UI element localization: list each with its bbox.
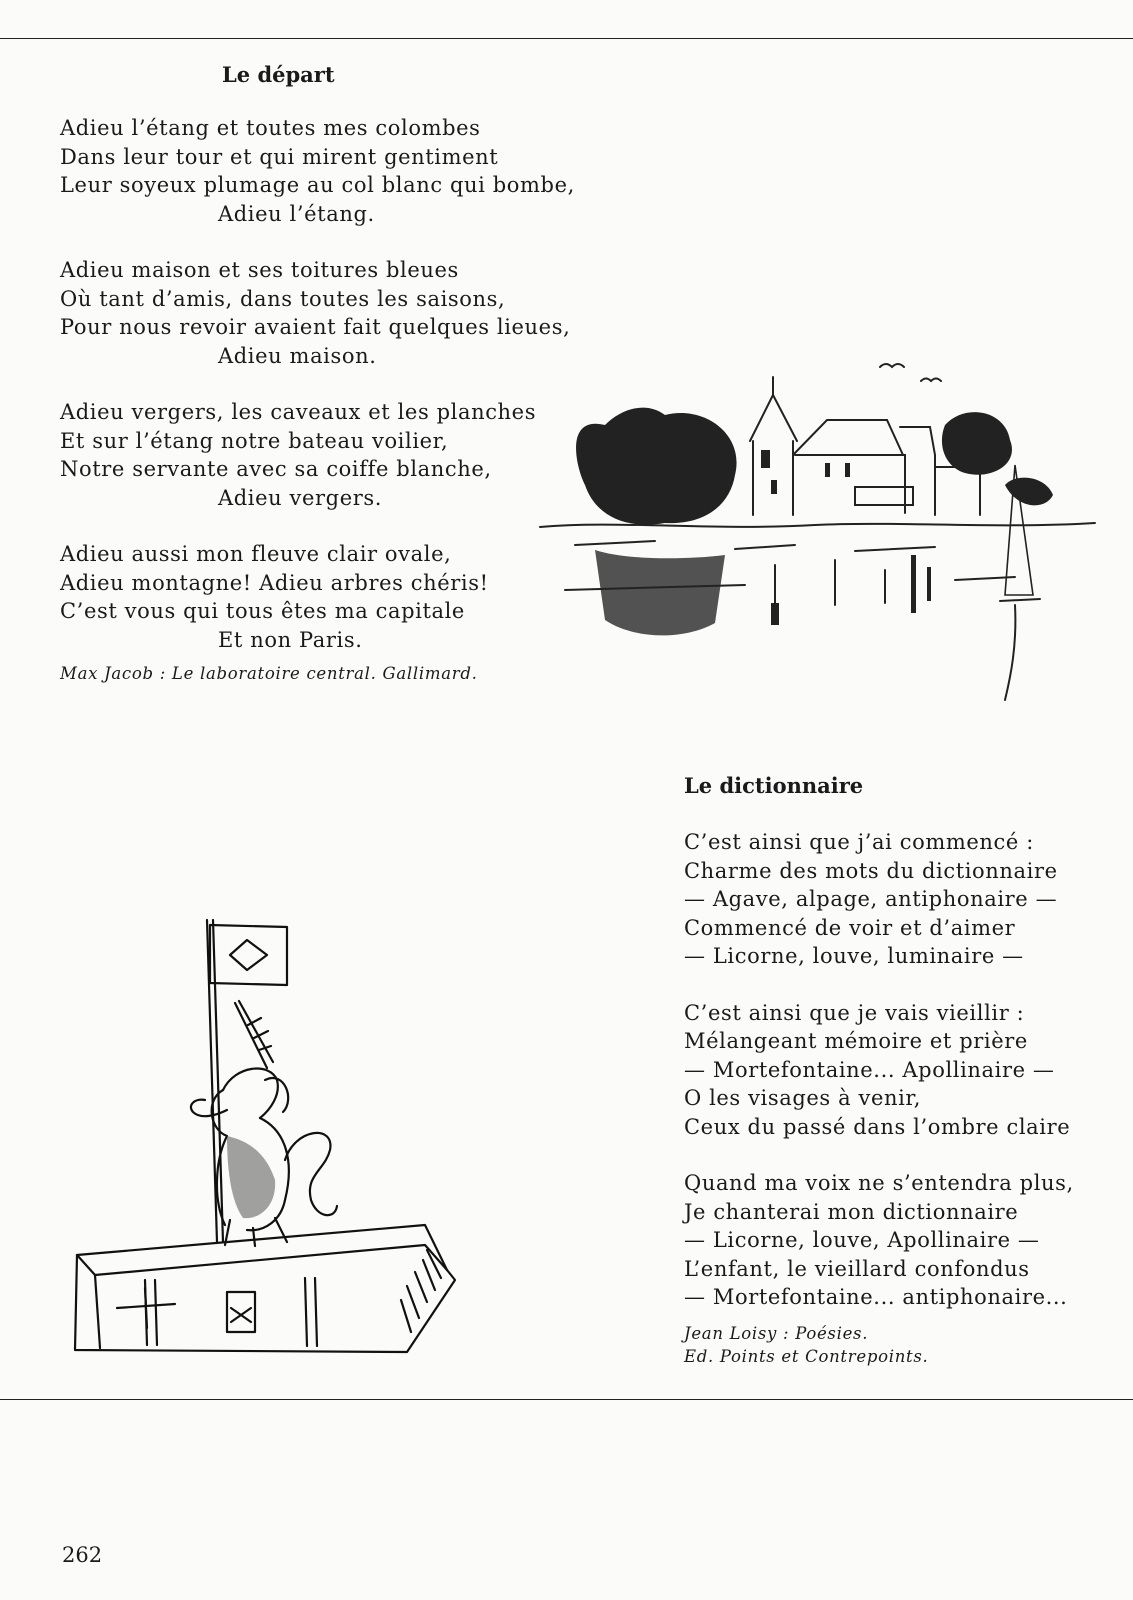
verse-line: — Agave, alpage, antiphonaire — — [684, 887, 1058, 911]
stanza — [60, 540, 575, 654]
verse-line: — Mortefontaine... antiphonaire... — [684, 1285, 1068, 1309]
page-number: 262 — [62, 1543, 103, 1567]
verse-line: Quand ma voix ne s’entendra plus, — [684, 1171, 1074, 1195]
verse-line: C’est vous qui tous êtes ma capitale — [60, 599, 465, 623]
stanza — [684, 1169, 1074, 1312]
poem-le-dictionnaire — [684, 773, 1074, 1368]
stanza — [60, 114, 575, 228]
poem-le-depart — [60, 62, 575, 685]
poem-source: Ed. Points et Contrepoints. — [684, 1346, 929, 1366]
verse-line: Adieu montagne! Adieu arbres chéris! — [60, 570, 489, 595]
verse-line: Notre servante avec sa coiffe blanche, — [60, 457, 492, 481]
verse-line: Commencé de voir et d’aimer — [684, 915, 1016, 940]
verse-line: C’est ainsi que j’ai commencé : — [684, 830, 1034, 854]
verse-line: Je chanterai mon dictionnaire — [684, 1199, 1019, 1224]
verse-line: L’enfant, le vieillard confondus — [684, 1256, 1030, 1281]
refrain-line: Et non Paris. — [218, 627, 363, 652]
verse-line: — Licorne, louve, Apollinaire — — [684, 1228, 1040, 1252]
poem-source: Jean Loisy : Poésies. — [684, 1323, 869, 1343]
verse-line: — Licorne, louve, luminaire — — [684, 944, 1024, 968]
verse-line: Leur soyeux plumage au col blanc qui bombe, — [60, 173, 575, 197]
poem-title: Le dictionnaire — [684, 773, 864, 798]
verse-line: Ceux du passé dans l’ombre claire — [684, 1114, 1071, 1139]
verse-line: O les visages à venir, — [684, 1086, 922, 1110]
top-rule — [0, 38, 1133, 39]
verse-line: Charme des mots du dictionnaire — [684, 858, 1058, 883]
refrain-line: Adieu vergers. — [218, 485, 383, 510]
verse-line: Mélangeant mémoire et prière — [684, 1029, 1028, 1053]
verse-line: Adieu vergers, les caveaux et les planches — [60, 400, 537, 424]
refrain-line: Adieu l’étang. — [218, 201, 375, 226]
stanza — [684, 828, 1074, 971]
verse-line: Adieu l’étang et toutes mes colombes — [60, 116, 481, 140]
refrain-line: Adieu maison. — [218, 343, 377, 368]
poem-title: Le départ — [222, 62, 335, 87]
verse-line: Adieu aussi mon fleuve clair ovale, — [60, 542, 452, 566]
verse-line: Pour nous revoir avaient fait quelques lieues, — [60, 315, 571, 339]
poem-source: Max Jacob : Le laboratoire central. Gallimard. — [60, 664, 478, 683]
bottom-rule — [0, 1399, 1133, 1400]
stanza — [60, 256, 575, 370]
verse-line: Adieu maison et ses toitures bleues — [60, 258, 459, 282]
chateau-lake-sketch-icon — [535, 355, 1100, 725]
verse-line: C’est ainsi que je vais vieillir : — [684, 1000, 1025, 1025]
stanza — [684, 999, 1074, 1142]
verse-line: Dans leur tour et qui mirent gentiment — [60, 144, 499, 169]
verse-line: Où tant d’amis, dans toutes les saisons, — [60, 286, 506, 311]
unicorn-on-book-sketch-icon — [55, 900, 465, 1380]
verse-line: Et sur l’étang notre bateau voilier, — [60, 428, 449, 453]
verse-line: — Mortefontaine... Apollinaire — — [684, 1057, 1055, 1082]
stanza — [60, 398, 575, 512]
